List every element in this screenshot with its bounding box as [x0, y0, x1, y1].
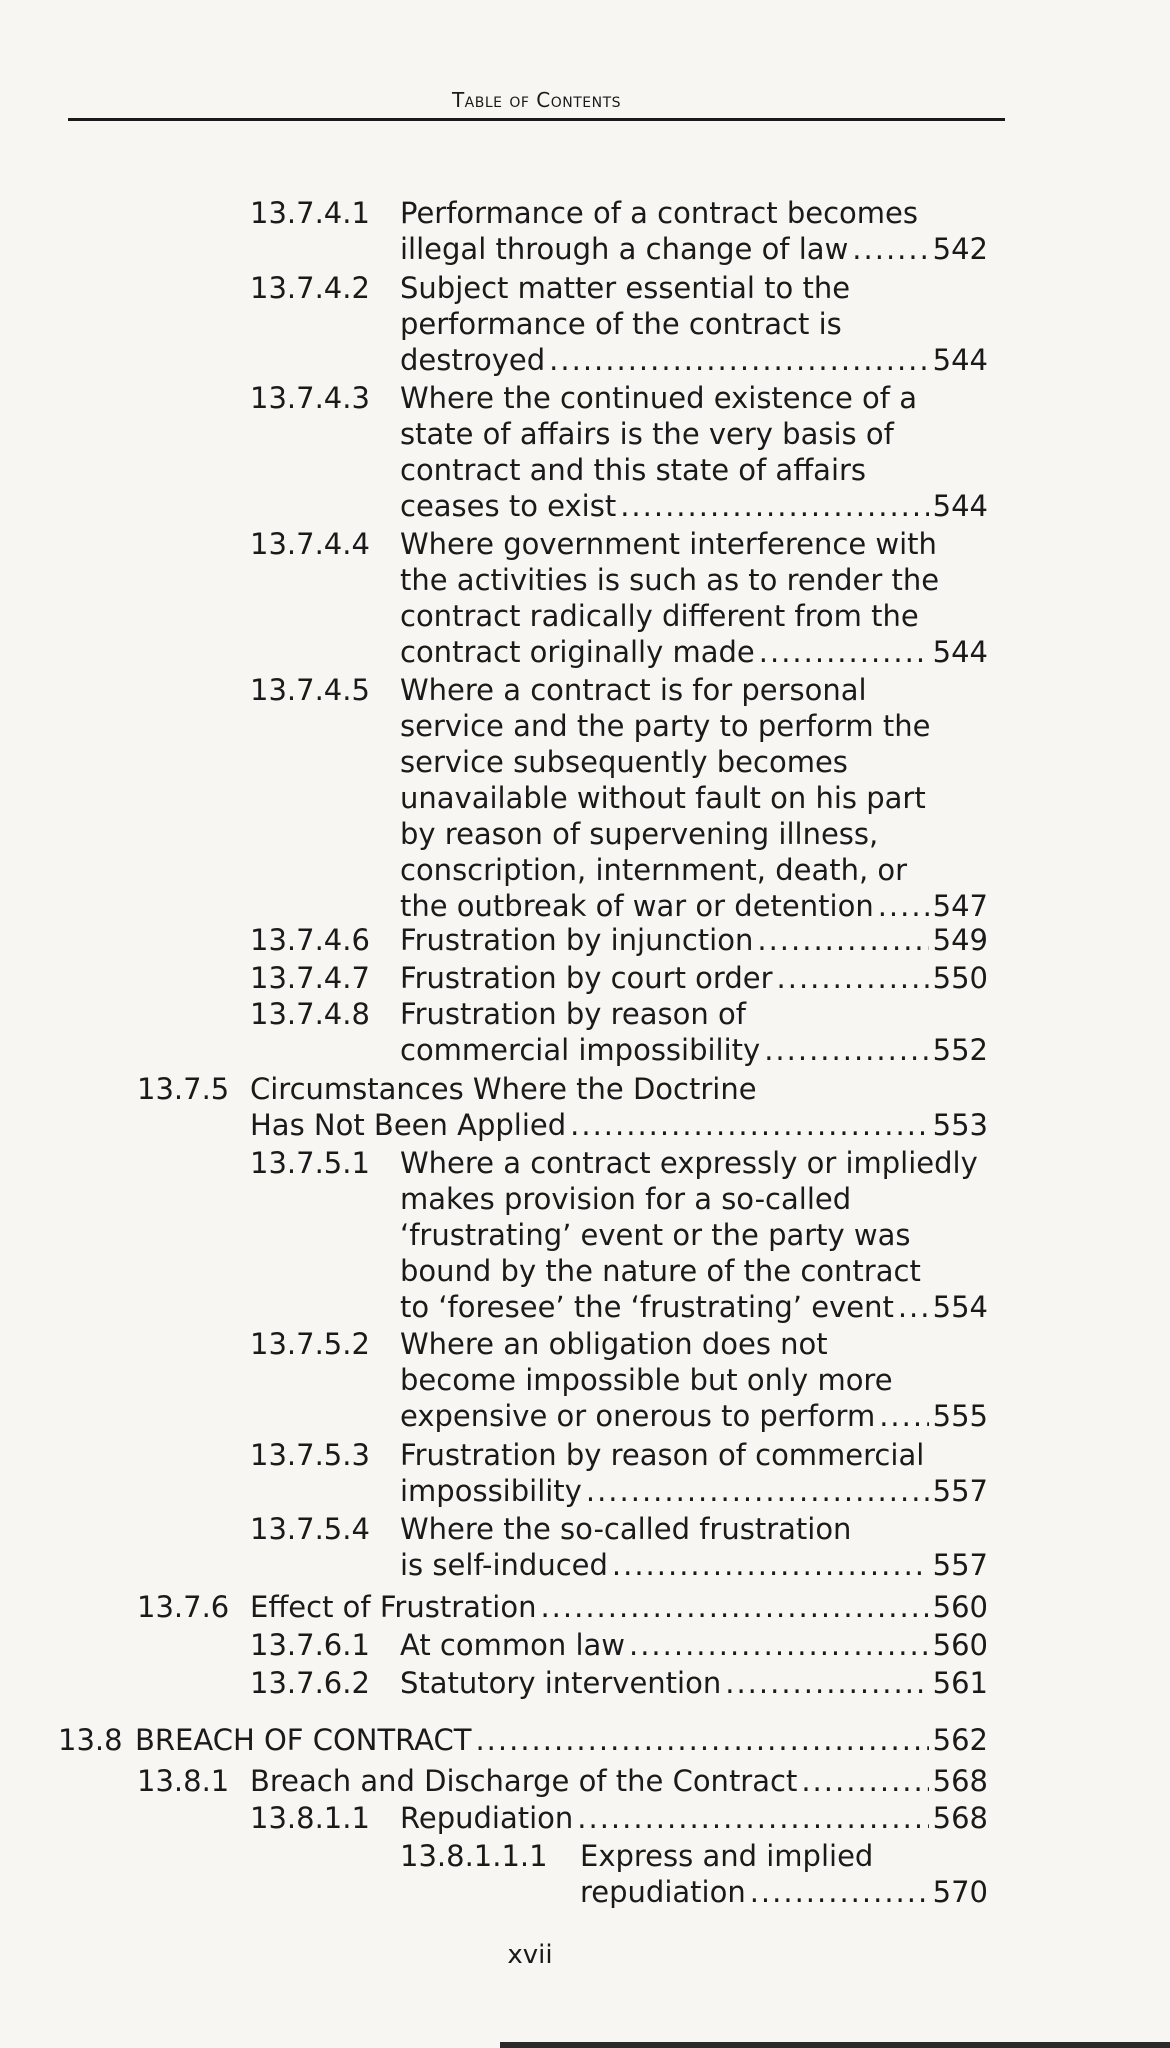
toc-entry-page: 544: [932, 635, 988, 669]
toc-entry-page: 557: [932, 1548, 988, 1582]
toc-entry-line: [400, 922, 988, 958]
toc-entry: [0, 960, 1170, 996]
toc-entry-page: 549: [932, 923, 988, 957]
toc-entry-line: [400, 1547, 988, 1583]
toc-entry-title: expensive or onerous to perform: [400, 1399, 876, 1433]
toc-entry-line: [400, 416, 988, 452]
toc-entry-line: [400, 1362, 988, 1398]
toc-entry-number: 13.7.5: [137, 1072, 230, 1106]
toc-entry-line: [400, 960, 988, 996]
toc-entry-line: [400, 780, 988, 816]
toc-entry-page: 560: [932, 1628, 988, 1662]
toc-entry-line: [400, 598, 988, 634]
toc-entry: [0, 1511, 1170, 1583]
toc-entry-title: Where a contract expressly or impliedly: [400, 1146, 978, 1180]
toc-entry-line: [400, 1326, 988, 1362]
toc-entry-title: Express and implied: [580, 1839, 874, 1873]
toc-entry-page: 552: [932, 1033, 988, 1067]
toc-entry-title: Where the continued existence of a: [400, 381, 917, 415]
toc-entry: [0, 270, 1170, 378]
toc-entry-line: [400, 708, 988, 744]
toc-entry-line: [400, 270, 988, 306]
toc-entry-number: 13.8.1.1: [250, 1801, 370, 1835]
toc-entry-line: [400, 1181, 988, 1217]
dot-leader: [879, 1398, 928, 1434]
toc-entry-page: 568: [932, 1801, 988, 1835]
toc-entry-title: Frustration by court order: [400, 961, 773, 995]
toc-entry-title: illegal through a change of law: [400, 232, 849, 266]
toc-entry: [0, 1665, 1170, 1701]
toc-entry-number: 13.7.4.3: [250, 381, 370, 415]
toc-entry-line: [400, 744, 988, 780]
toc-entry: [0, 526, 1170, 670]
toc-entry-title: Performance of a contract becomes: [400, 196, 918, 230]
toc-entry-title: bound by the nature of the contract: [400, 1254, 921, 1288]
toc-entry-line: [400, 452, 988, 488]
toc-entry: [0, 1145, 1170, 1325]
toc-entry-line: [135, 1722, 988, 1758]
toc-entry-number: 13.7.4.2: [250, 271, 370, 305]
toc-entry-line: [400, 1289, 988, 1325]
toc-entry-number: 13.7.6: [137, 1590, 230, 1624]
toc-entry-title: Frustration by reason of: [400, 997, 746, 1031]
toc-entry-title: Has Not Been Applied: [250, 1108, 567, 1142]
toc-entry-line: [400, 1473, 988, 1509]
toc-entry-title: to ‘foresee’ the ‘frustrating’ event: [400, 1290, 894, 1324]
toc-entry-line: [250, 1763, 988, 1799]
toc-entry-title: contract radically different from the: [400, 599, 919, 633]
toc-entry-page: 560: [932, 1590, 988, 1624]
toc-entry-title: is self-induced: [400, 1548, 608, 1582]
dot-leader: [586, 1473, 929, 1509]
toc-entry-page: 561: [932, 1666, 988, 1700]
toc-entry-line: [400, 1217, 988, 1253]
toc-entry-line: [400, 1032, 988, 1068]
toc-entry-page: 553: [932, 1108, 988, 1142]
toc-entry-number: 13.7.5.3: [250, 1438, 370, 1472]
toc-entry: [0, 1627, 1170, 1663]
toc-entry-line: [400, 1253, 988, 1289]
toc-entry-line: [400, 634, 988, 670]
dot-leader: [725, 1665, 928, 1701]
toc-entry-number: 13.8.1.1.1: [400, 1839, 548, 1873]
toc-entry: [0, 1437, 1170, 1509]
toc-entry-title: BREACH OF CONTRACT: [135, 1723, 472, 1757]
toc-entry: [0, 1589, 1170, 1625]
toc-entry-number: 13.7.4.5: [250, 673, 370, 707]
toc-entry-title: the activities is such as to render the: [400, 563, 940, 597]
dot-leader: [777, 960, 929, 996]
toc-entry-number: 13.7.4.7: [250, 961, 370, 995]
toc-entry-line: [400, 852, 988, 888]
dot-leader: [620, 488, 928, 524]
dot-leader: [750, 1874, 929, 1910]
toc-entry-title: state of affairs is the very basis of: [400, 417, 894, 451]
toc-entry-title: Where an obligation does not: [400, 1327, 828, 1361]
toc-entry-title: Where government interference with: [400, 527, 937, 561]
toc-entry-line: [400, 888, 988, 924]
toc-entry-line: [250, 1107, 988, 1143]
dot-leader: [898, 1289, 929, 1325]
toc-entry: [0, 1071, 1170, 1143]
toc-entry-line: [400, 195, 988, 231]
toc-entry: [0, 1800, 1170, 1836]
toc-entry: [0, 922, 1170, 958]
toc-entry-title: conscription, internment, death, or: [400, 853, 908, 887]
toc-entry-title: Where the so-called frustration: [400, 1512, 852, 1546]
toc-entry-title: contract and this state of affairs: [400, 453, 867, 487]
dot-leader: [629, 1627, 929, 1663]
toc-entry-page: 550: [932, 961, 988, 995]
toc-entry-page: 562: [932, 1723, 988, 1757]
toc-entry-line: [400, 488, 988, 524]
toc-entry-title: Where a contract is for personal: [400, 673, 867, 707]
toc-entry-title: repudiation: [580, 1875, 746, 1909]
toc-entry-line: [400, 1437, 988, 1473]
toc-entry-number: 13.8.1: [137, 1764, 230, 1798]
dot-leader: [549, 342, 928, 378]
toc-entry-title: Repudiation: [400, 1801, 574, 1835]
toc-entry-line: [250, 1589, 988, 1625]
toc-entry-title: Statutory intervention: [400, 1666, 722, 1700]
toc-entry-title: commercial impossibility: [400, 1033, 761, 1067]
toc-entry-page: 557: [932, 1474, 988, 1508]
running-head: Table of Contents: [451, 88, 622, 112]
toc-entry-page: 542: [932, 232, 988, 266]
toc-entry-number: 13.8: [58, 1723, 123, 1757]
toc-entry-title: by reason of supervening illness,: [400, 817, 879, 851]
toc-entry-title: ‘frustrating’ event or the party was: [400, 1218, 911, 1252]
toc-entry-line: [400, 1398, 988, 1434]
dot-leader: [757, 922, 928, 958]
toc-entry-line: [400, 306, 988, 342]
dot-leader: [540, 1589, 928, 1625]
toc-entry-line: [400, 1145, 988, 1181]
toc-entry-line: [400, 816, 988, 852]
dot-leader: [577, 1800, 928, 1836]
toc-entry-title: makes provision for a so-called: [400, 1182, 852, 1216]
toc-entry-title: contract originally made: [400, 635, 755, 669]
toc-entry-title: ceases to exist: [400, 489, 617, 523]
toc-entry-page: 554: [932, 1290, 988, 1324]
dot-leader: [475, 1722, 928, 1758]
dot-leader: [878, 888, 929, 924]
page-number: xvii: [507, 1940, 553, 1970]
toc-entry-line: [400, 1511, 988, 1547]
toc-entry: [0, 996, 1170, 1068]
toc-entry-line: [400, 380, 988, 416]
toc-entry-page: 544: [932, 343, 988, 377]
toc-entry-title: Circumstances Where the Doctrine: [250, 1072, 757, 1106]
toc-entry-number: 13.7.5.2: [250, 1327, 370, 1361]
toc-entry-title: unavailable without fault on his part: [400, 781, 926, 815]
toc-entry-page: 544: [932, 489, 988, 523]
toc-entry-title: Frustration by injunction: [400, 923, 754, 957]
toc-entry-title: destroyed: [400, 343, 546, 377]
toc-entry: [0, 672, 1170, 924]
header-rule: [68, 118, 1005, 121]
toc-entry-number: 13.7.6.2: [250, 1666, 370, 1700]
dot-leader: [801, 1763, 928, 1799]
toc-entry: [0, 1763, 1170, 1799]
toc-entry-line: [400, 1627, 988, 1663]
toc-entry-number: 13.7.6.1: [250, 1628, 370, 1662]
toc-entry-number: 13.7.5.1: [250, 1146, 370, 1180]
toc-entry-number: 13.7.4.1: [250, 196, 370, 230]
toc-entry-line: [250, 1071, 988, 1107]
toc-entry-title: become impossible but only more: [400, 1363, 893, 1397]
dot-leader: [612, 1547, 929, 1583]
toc-entry-title: Subject matter essential to the: [400, 271, 851, 305]
toc-entry: [0, 195, 1170, 267]
toc-entry-number: 13.7.4.8: [250, 997, 370, 1031]
toc-entry-line: [400, 526, 988, 562]
toc-entry-page: 570: [932, 1875, 988, 1909]
toc-entry-number: 13.7.4.6: [250, 923, 370, 957]
dot-leader: [764, 1032, 928, 1068]
toc-entry: [0, 380, 1170, 524]
dot-leader: [570, 1107, 929, 1143]
toc-entry-line: [400, 1800, 988, 1836]
toc-entry-line: [400, 1665, 988, 1701]
bottom-edge-rule: [500, 2042, 1170, 2048]
toc-entry-title: service subsequently becomes: [400, 745, 848, 779]
toc-entry: [0, 1722, 1170, 1758]
toc-entry-title: Frustration by reason of commercial: [400, 1438, 925, 1472]
toc-entry-title: service and the party to perform the: [400, 709, 931, 743]
toc-entry-title: Breach and Discharge of the Contract: [250, 1764, 798, 1798]
dot-leader: [759, 634, 929, 670]
toc-entry-title: At common law: [400, 1628, 625, 1662]
toc-entry-line: [400, 342, 988, 378]
toc-entry-number: 13.7.5.4: [250, 1512, 370, 1546]
toc-entry: [0, 1838, 1170, 1910]
toc-entry-line: [400, 672, 988, 708]
toc-entry-line: [400, 996, 988, 1032]
toc-entry-line: [580, 1874, 988, 1910]
toc-entry-title: Effect of Frustration: [250, 1590, 537, 1624]
toc-entry: [0, 1326, 1170, 1434]
toc-entry-page: 547: [932, 889, 988, 923]
toc-entry-line: [580, 1838, 988, 1874]
toc-entry-title: impossibility: [400, 1474, 582, 1508]
toc-entry-page: 555: [932, 1399, 988, 1433]
toc-entry-line: [400, 231, 988, 267]
toc-entry-number: 13.7.4.4: [250, 527, 370, 561]
toc-entry-page: 568: [932, 1764, 988, 1798]
toc-entry-title: performance of the contract is: [400, 307, 842, 341]
toc-entry-line: [400, 562, 988, 598]
dot-leader: [852, 231, 928, 267]
toc-entry-title: the outbreak of war or detention: [400, 889, 874, 923]
